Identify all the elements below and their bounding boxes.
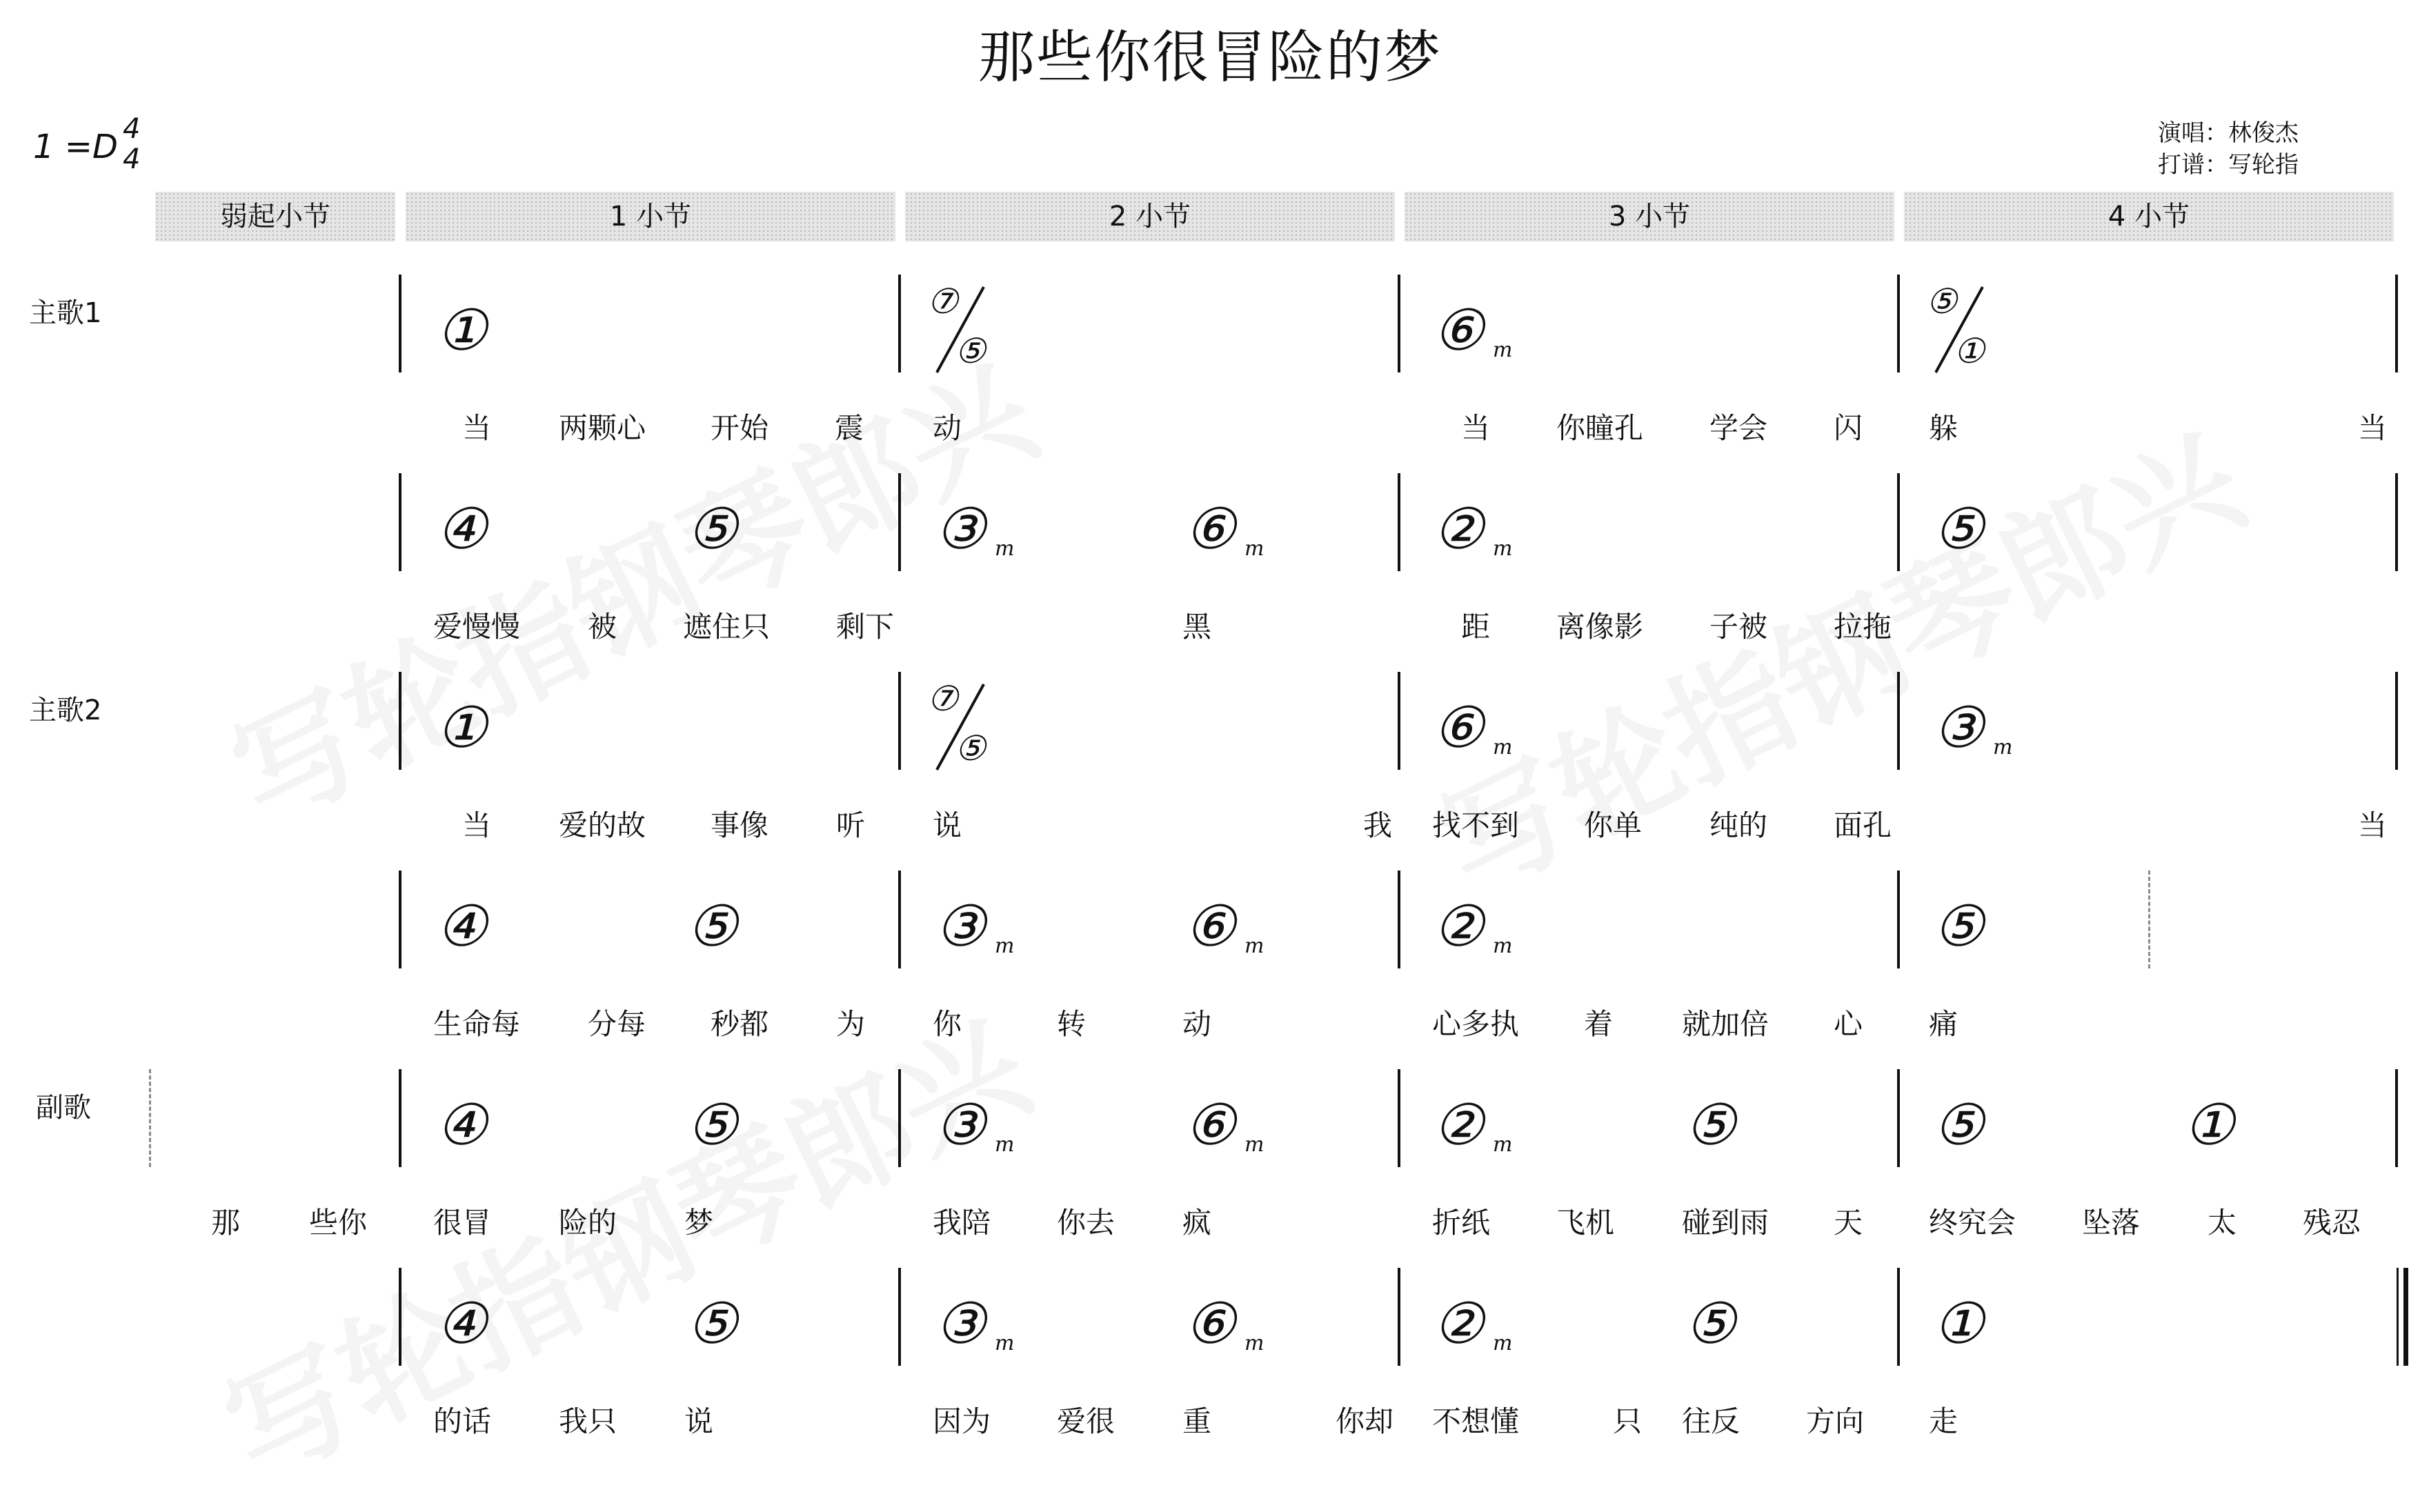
chord-6: ⑥ [1433, 298, 1484, 364]
lyric: 转 [1057, 1007, 1087, 1041]
chord-1: ① [1933, 1291, 1984, 1357]
chord-5: ⑤ [1685, 1291, 1736, 1357]
chord-5: ⑤ [1685, 1093, 1736, 1158]
lyric: 学会 [1709, 411, 1768, 445]
lyric: 离像影 [1556, 610, 1644, 644]
barline [2395, 1069, 2398, 1167]
barline [898, 473, 901, 571]
chord-quality: m [1493, 338, 1513, 362]
lyric: 子被 [1709, 610, 1768, 644]
credits [2158, 117, 2299, 181]
lyric: 因为 [933, 1404, 991, 1438]
lyric: 为 [836, 1007, 866, 1041]
lyric: 听 [836, 808, 866, 842]
lyric: 险的 [559, 1206, 617, 1240]
barline [1398, 473, 1400, 571]
lyric: 梦 [684, 1206, 714, 1240]
chord-5: ⑤ [686, 1291, 737, 1357]
chord-3: ③ [935, 497, 986, 562]
lyric: 太 [2208, 1206, 2237, 1240]
lyric: 震 [835, 411, 864, 445]
time-signature [123, 114, 140, 175]
lyric: 秒都 [711, 1007, 769, 1041]
lyric: 着 [1584, 1007, 1614, 1041]
lyric: 很冒 [433, 1206, 492, 1240]
barline [399, 275, 401, 372]
barline [399, 672, 401, 770]
barline [399, 1069, 401, 1167]
lyric: 残忍 [2303, 1206, 2361, 1240]
lyric: 开始 [711, 411, 769, 445]
lyric: 面孔 [1834, 808, 1892, 842]
chord-2: ② [1433, 1291, 1484, 1357]
section-label-verse2: 主歌2 [29, 695, 102, 726]
lyric: 些你 [309, 1206, 368, 1240]
arranger-credit: 打谱：写轮指 [2158, 151, 2299, 179]
barline [1897, 473, 1900, 571]
chord-quality: m [1493, 735, 1513, 759]
lyric: 生命每 [433, 1007, 521, 1041]
final-barline-thick [2403, 1268, 2408, 1366]
barline [399, 1268, 401, 1366]
barline [898, 672, 901, 770]
chord-5: ⑤ [686, 1093, 737, 1158]
slash-chord-lower: ① [1954, 331, 1985, 371]
barline [2395, 275, 2398, 372]
dashed-barline [2148, 871, 2150, 968]
chord-quality: m [1244, 537, 1264, 561]
chord-1: ① [2183, 1093, 2234, 1158]
barline [1398, 1069, 1400, 1167]
lyric: 两颗心 [559, 411, 646, 445]
barline [1897, 672, 1900, 770]
lyric: 重 [1182, 1404, 1212, 1438]
lyric: 心多执 [1432, 1007, 1520, 1041]
chord-quality: m [1993, 735, 2013, 759]
chord-5: ⑤ [1933, 894, 1984, 959]
lyric: 我 [1363, 808, 1393, 842]
barline [2395, 672, 2398, 770]
chord-quality: m [1493, 537, 1513, 561]
lyric: 遮住只 [683, 610, 771, 644]
section-label-verse1: 主歌1 [29, 297, 102, 329]
lyric: 你 [933, 1007, 962, 1041]
lyric: 不想懂 [1432, 1404, 1520, 1438]
chord-5: ⑤ [686, 894, 737, 959]
barline [2395, 473, 2398, 571]
lyric: 就加倍 [1682, 1007, 1769, 1041]
slash-chord-upper: ⑦ [927, 281, 958, 321]
barline [1398, 672, 1400, 770]
time-signature-top: 4 [123, 113, 141, 145]
lyric: 爱很 [1057, 1404, 1115, 1438]
lyric: 拉拖 [1834, 610, 1892, 644]
lyric: 当 [2358, 808, 2388, 842]
chord-6: ⑥ [1184, 1291, 1236, 1357]
slash-chord-upper: ⑤ [1926, 281, 1957, 321]
lyric: 当 [462, 808, 492, 842]
lyric: 折纸 [1432, 1206, 1491, 1240]
chord-quality: m [995, 1331, 1015, 1355]
lyric: 心 [1834, 1007, 1863, 1041]
chord-quality: m [1493, 1331, 1513, 1355]
lyric: 天 [1834, 1206, 1863, 1240]
lyric: 找不到 [1432, 808, 1520, 842]
lyric: 你却 [1336, 1404, 1394, 1438]
watermark [1407, 385, 2267, 926]
chord-quality: m [995, 1133, 1015, 1157]
lyric: 躲 [1929, 411, 1958, 445]
lyric: 那 [211, 1206, 241, 1240]
measure-header-pickup: 弱起小节 [155, 192, 395, 241]
lyric: 方向 [1806, 1404, 1865, 1438]
barline [1897, 275, 1900, 372]
lyric: 我只 [559, 1404, 617, 1438]
lyric: 碰到雨 [1682, 1206, 1769, 1240]
lyric: 坠落 [2082, 1206, 2141, 1240]
barline [1897, 1069, 1900, 1167]
chord-quality: m [995, 934, 1015, 958]
lyric: 爱的故 [559, 808, 646, 842]
chord-2: ② [1433, 894, 1484, 959]
chord-quality: m [1244, 1331, 1264, 1355]
chord-3: ③ [935, 1093, 986, 1158]
slash-chord-7-over-5 [926, 281, 995, 378]
lyric: 距 [1461, 610, 1491, 644]
chord-6: ⑥ [1184, 1093, 1236, 1158]
lyric: 动 [933, 411, 962, 445]
lyric: 走 [1929, 1404, 1958, 1438]
slash-chord-lower: ⑤ [955, 331, 986, 371]
lyric: 爱慢慢 [433, 610, 521, 644]
lyric: 往反 [1682, 1404, 1740, 1438]
barline [399, 871, 401, 968]
lyric: 你瞳孔 [1556, 411, 1644, 445]
chord-quality: m [1493, 934, 1513, 958]
measure-header-4: 4 小节 [1904, 192, 2394, 241]
chord-6: ⑥ [1433, 695, 1484, 761]
slash-chord-5-over-1 [1925, 281, 1994, 378]
lyric: 当 [462, 411, 492, 445]
barline [1398, 871, 1400, 968]
barline [1398, 275, 1400, 372]
lyric: 当 [1461, 411, 1491, 445]
barline [898, 871, 901, 968]
lyric: 事像 [711, 808, 769, 842]
lyric: 只 [1613, 1404, 1643, 1438]
lyric: 飞机 [1556, 1206, 1615, 1240]
lyric: 终究会 [1929, 1206, 2016, 1240]
chord-2: ② [1433, 497, 1484, 562]
singer-credit: 演唱：林俊杰 [2158, 119, 2299, 147]
chord-5: ⑤ [1933, 1093, 1984, 1158]
chord-3: ③ [935, 894, 986, 959]
dashed-barline [149, 1069, 151, 1167]
chord-6: ⑥ [1184, 497, 1236, 562]
chord-quality: m [995, 537, 1015, 561]
watermark [200, 316, 1060, 857]
lyric: 剩下 [836, 610, 895, 644]
barline [1398, 1268, 1400, 1366]
barline [898, 1069, 901, 1167]
chord-1: ① [436, 298, 487, 364]
barline [898, 1268, 901, 1366]
chord-4: ④ [436, 1291, 487, 1357]
key-signature: 1 =D [33, 128, 118, 166]
lyric: 疯 [1182, 1206, 1212, 1240]
measure-header-1: 1 小节 [406, 192, 895, 241]
lyric: 说 [933, 808, 962, 842]
lyric: 闪 [1834, 411, 1863, 445]
lyric: 黑 [1182, 610, 1212, 644]
final-barline-thin [2397, 1268, 2399, 1366]
lyric: 说 [684, 1404, 714, 1438]
measure-header-2: 2 小节 [905, 192, 1395, 241]
lyric: 动 [1182, 1007, 1212, 1041]
chord-4: ④ [436, 894, 487, 959]
chord-quality: m [1493, 1133, 1513, 1157]
chord-2: ② [1433, 1093, 1484, 1158]
slash-chord-lower: ⑤ [955, 728, 986, 768]
lyric: 当 [2358, 411, 2388, 445]
lyric: 痛 [1929, 1007, 1958, 1041]
chord-3: ③ [1933, 695, 1984, 761]
chord-6: ⑥ [1184, 894, 1236, 959]
lyric: 被 [588, 610, 617, 644]
chord-5: ⑤ [1933, 497, 1984, 562]
slash-chord-7-over-5 [926, 679, 995, 775]
chord-4: ④ [436, 497, 487, 562]
chord-5: ⑤ [686, 497, 737, 562]
barline [898, 275, 901, 372]
barline [1897, 1268, 1900, 1366]
chord-1: ① [436, 695, 487, 761]
slash-chord-upper: ⑦ [927, 679, 958, 719]
barline [399, 473, 401, 571]
measure-header-3: 3 小节 [1405, 192, 1894, 241]
lyric: 分每 [588, 1007, 646, 1041]
lyric: 的话 [433, 1404, 492, 1438]
lyric: 我陪 [933, 1206, 991, 1240]
chord-quality: m [1244, 1133, 1264, 1157]
lyric: 你去 [1057, 1206, 1115, 1240]
chord-quality: m [1244, 934, 1264, 958]
chord-4: ④ [436, 1093, 487, 1158]
lyric: 纯的 [1709, 808, 1768, 842]
song-title: 那些你很冒险的梦 [978, 25, 1442, 90]
chord-3: ③ [935, 1291, 986, 1357]
time-signature-bottom: 4 [123, 143, 141, 175]
lyric: 你单 [1584, 808, 1643, 842]
barline [1897, 871, 1900, 968]
section-label-chorus: 副歌 [36, 1092, 91, 1124]
